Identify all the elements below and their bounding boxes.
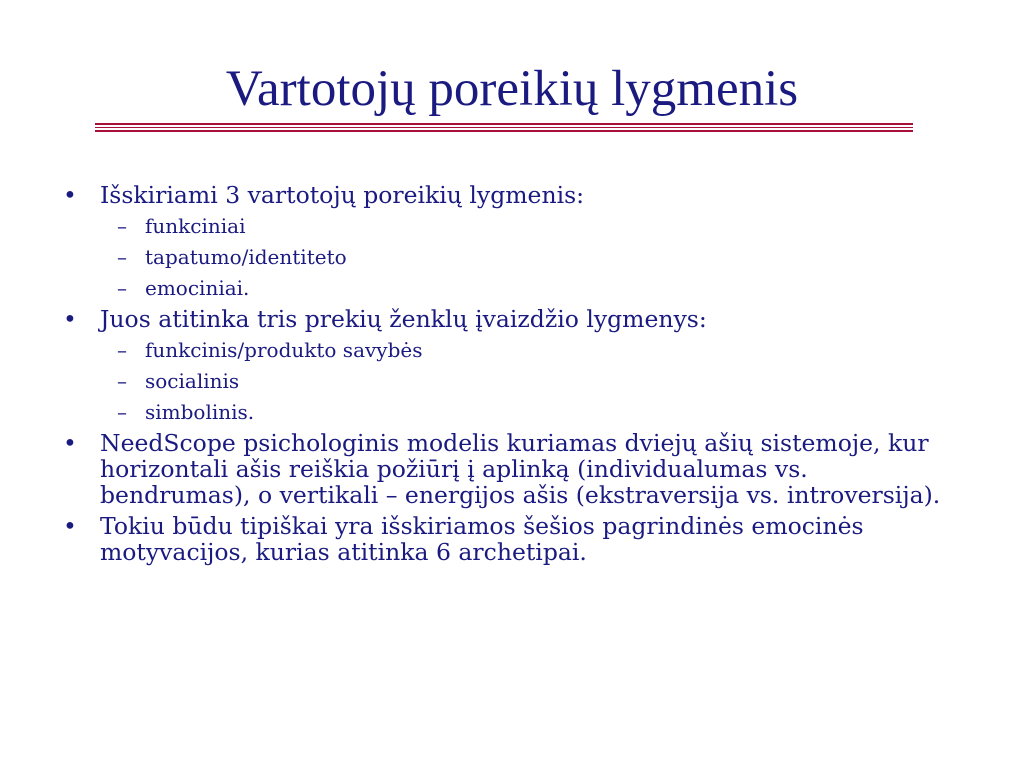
dash-marker: –	[117, 369, 127, 393]
bullet-marker: •	[63, 512, 77, 540]
title-divider	[95, 123, 913, 132]
dash-marker: –	[117, 338, 127, 362]
divider-line	[95, 130, 913, 132]
bullet-item	[60, 430, 960, 508]
sub-bullet-item	[60, 244, 960, 270]
bullet-marker: •	[63, 181, 77, 209]
slide-title: Vartotojų poreikių lygmenis	[225, 61, 799, 117]
bullet-text: Išskiriami 3 vartotojų poreikių lygmenis:	[100, 181, 585, 209]
sub-bullet-text: socialinis	[145, 369, 240, 393]
dash-marker: –	[117, 214, 127, 238]
bullet-text: Juos atitinka tris prekių ženklų įvaizdžio lygmenys:	[100, 305, 707, 333]
sub-bullet-text: emociniai.	[145, 276, 250, 300]
bullet-item	[60, 182, 960, 208]
sub-bullet-item	[60, 275, 960, 301]
divider-line	[95, 123, 913, 125]
bullet-text: NeedScope psichologinis modelis kuriamas dviejų ašių sistemoje, kur horizontali ašis reiškia požiūrį į aplinką (individualumas vs. bendrumas), o vertikali – energijos ašis (ekstraversija vs. introversija).	[100, 429, 941, 509]
sub-bullet-item	[60, 213, 960, 239]
bullet-list	[60, 182, 960, 570]
dash-marker: –	[117, 245, 127, 269]
sub-bullet-item	[60, 368, 960, 394]
sub-bullet-item	[60, 337, 960, 363]
sub-bullet-text: funkcinis/produkto savybės	[145, 338, 423, 362]
bullet-item	[60, 306, 960, 332]
sub-bullet-text: simbolinis.	[145, 400, 255, 424]
bullet-item	[60, 513, 960, 565]
dash-marker: –	[117, 400, 127, 424]
dash-marker: –	[117, 276, 127, 300]
sub-bullet-item	[60, 399, 960, 425]
bullet-marker: •	[63, 429, 77, 457]
sub-bullet-text: tapatumo/identiteto	[145, 245, 347, 269]
bullet-marker: •	[63, 305, 77, 333]
bullet-text: Tokiu būdu tipiškai yra išskiriamos šešios pagrindinės emocinės motyvacijos, kurias atitinka 6 archetipai.	[100, 512, 864, 566]
divider-line	[95, 127, 913, 128]
sub-bullet-text: funkciniai	[145, 214, 246, 238]
